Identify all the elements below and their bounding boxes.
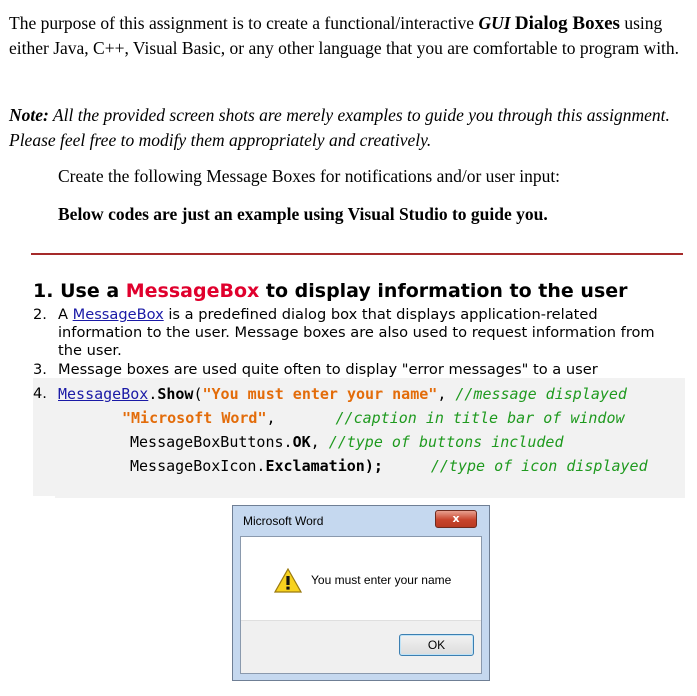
create-instruction: Create the following Message Boxes for notifications and/or user input: [58, 166, 561, 186]
code-comma: , [310, 433, 320, 451]
intro-text-before: The purpose of this assignment is to create a functional/interactive [9, 13, 479, 33]
intro-dialog-boxes: Dialog Boxes [514, 13, 620, 34]
list-number: 2. [33, 306, 47, 323]
dialog-footer [241, 620, 481, 673]
intro-gui: GUI [478, 13, 511, 33]
dialog-title: Microsoft Word [243, 514, 324, 528]
dialog-message: You must enter your name [311, 573, 452, 587]
code-comment: //type of icon displayed [430, 457, 648, 475]
warning-icon [274, 568, 302, 594]
list-item-1 [33, 282, 628, 300]
code-line-2 [122, 408, 625, 428]
code-line-3 [130, 432, 564, 452]
intro-text-after: using either Java, C++, Visual Basic, or any other language that you are comfortable to program with. [9, 13, 680, 58]
code-comment: //type of buttons included [328, 433, 564, 451]
code-enum-value: Exclamation [265, 457, 365, 475]
list-item-3 [33, 361, 598, 379]
list-text: is a predefined dialog box that displays application-related [163, 306, 598, 323]
code-block-tail [55, 478, 685, 498]
code-comma: , [266, 409, 276, 427]
code-comment: //caption in title bar of window [335, 409, 625, 427]
messagebox-keyword: MessageBox [125, 280, 260, 302]
code-enum-value: OK [292, 433, 311, 451]
code-string: "You must enter your name" [202, 385, 438, 403]
code-end: ); [364, 457, 383, 475]
code-comma: , [437, 385, 447, 403]
message-box-dialog [232, 505, 490, 681]
code-string: "Microsoft Word" [122, 409, 267, 427]
list-text: Message boxes are used quite often to display "error messages" to a user [58, 361, 598, 378]
list-text: A [58, 306, 73, 323]
ok-button[interactable]: OK [399, 634, 474, 656]
code-messagebox-link[interactable]: MessageBox [58, 385, 149, 403]
dialog-body [240, 536, 482, 674]
code-show: Show [157, 385, 194, 403]
list-text: Use a [60, 280, 126, 302]
list-text-continued: information to the user. Message boxes are also used to request information from the user. [58, 324, 655, 359]
code-paren: ( [193, 385, 203, 403]
code-comment: //message displayed [455, 385, 627, 403]
list-number: 3. [33, 361, 47, 378]
divider-rule [31, 253, 683, 255]
code-line-1 [58, 384, 627, 404]
code-dot: . [148, 385, 158, 403]
messagebox-link[interactable]: MessageBox [72, 306, 164, 323]
note-label: Note: [9, 105, 49, 125]
list-number: 4. [33, 385, 47, 402]
code-enum: MessageBoxIcon. [130, 457, 266, 475]
list-text: to display information to the user [259, 280, 628, 302]
note-paragraph [9, 103, 689, 153]
code-line-4 [130, 456, 648, 476]
intro-paragraph [9, 11, 689, 61]
list-number: 1. [33, 280, 54, 302]
note-text: All the provided screen shots are merely examples to guide you through this assignment. Please feel free to modify them appropriately and creatively. [9, 105, 670, 150]
dialog-close-button[interactable]: x [435, 510, 477, 528]
below-instruction: Below codes are just an example using Visual Studio to guide you. [58, 204, 548, 224]
list-item-2 [33, 306, 673, 360]
code-enum: MessageBoxButtons. [130, 433, 293, 451]
list-item-4 [33, 385, 58, 403]
